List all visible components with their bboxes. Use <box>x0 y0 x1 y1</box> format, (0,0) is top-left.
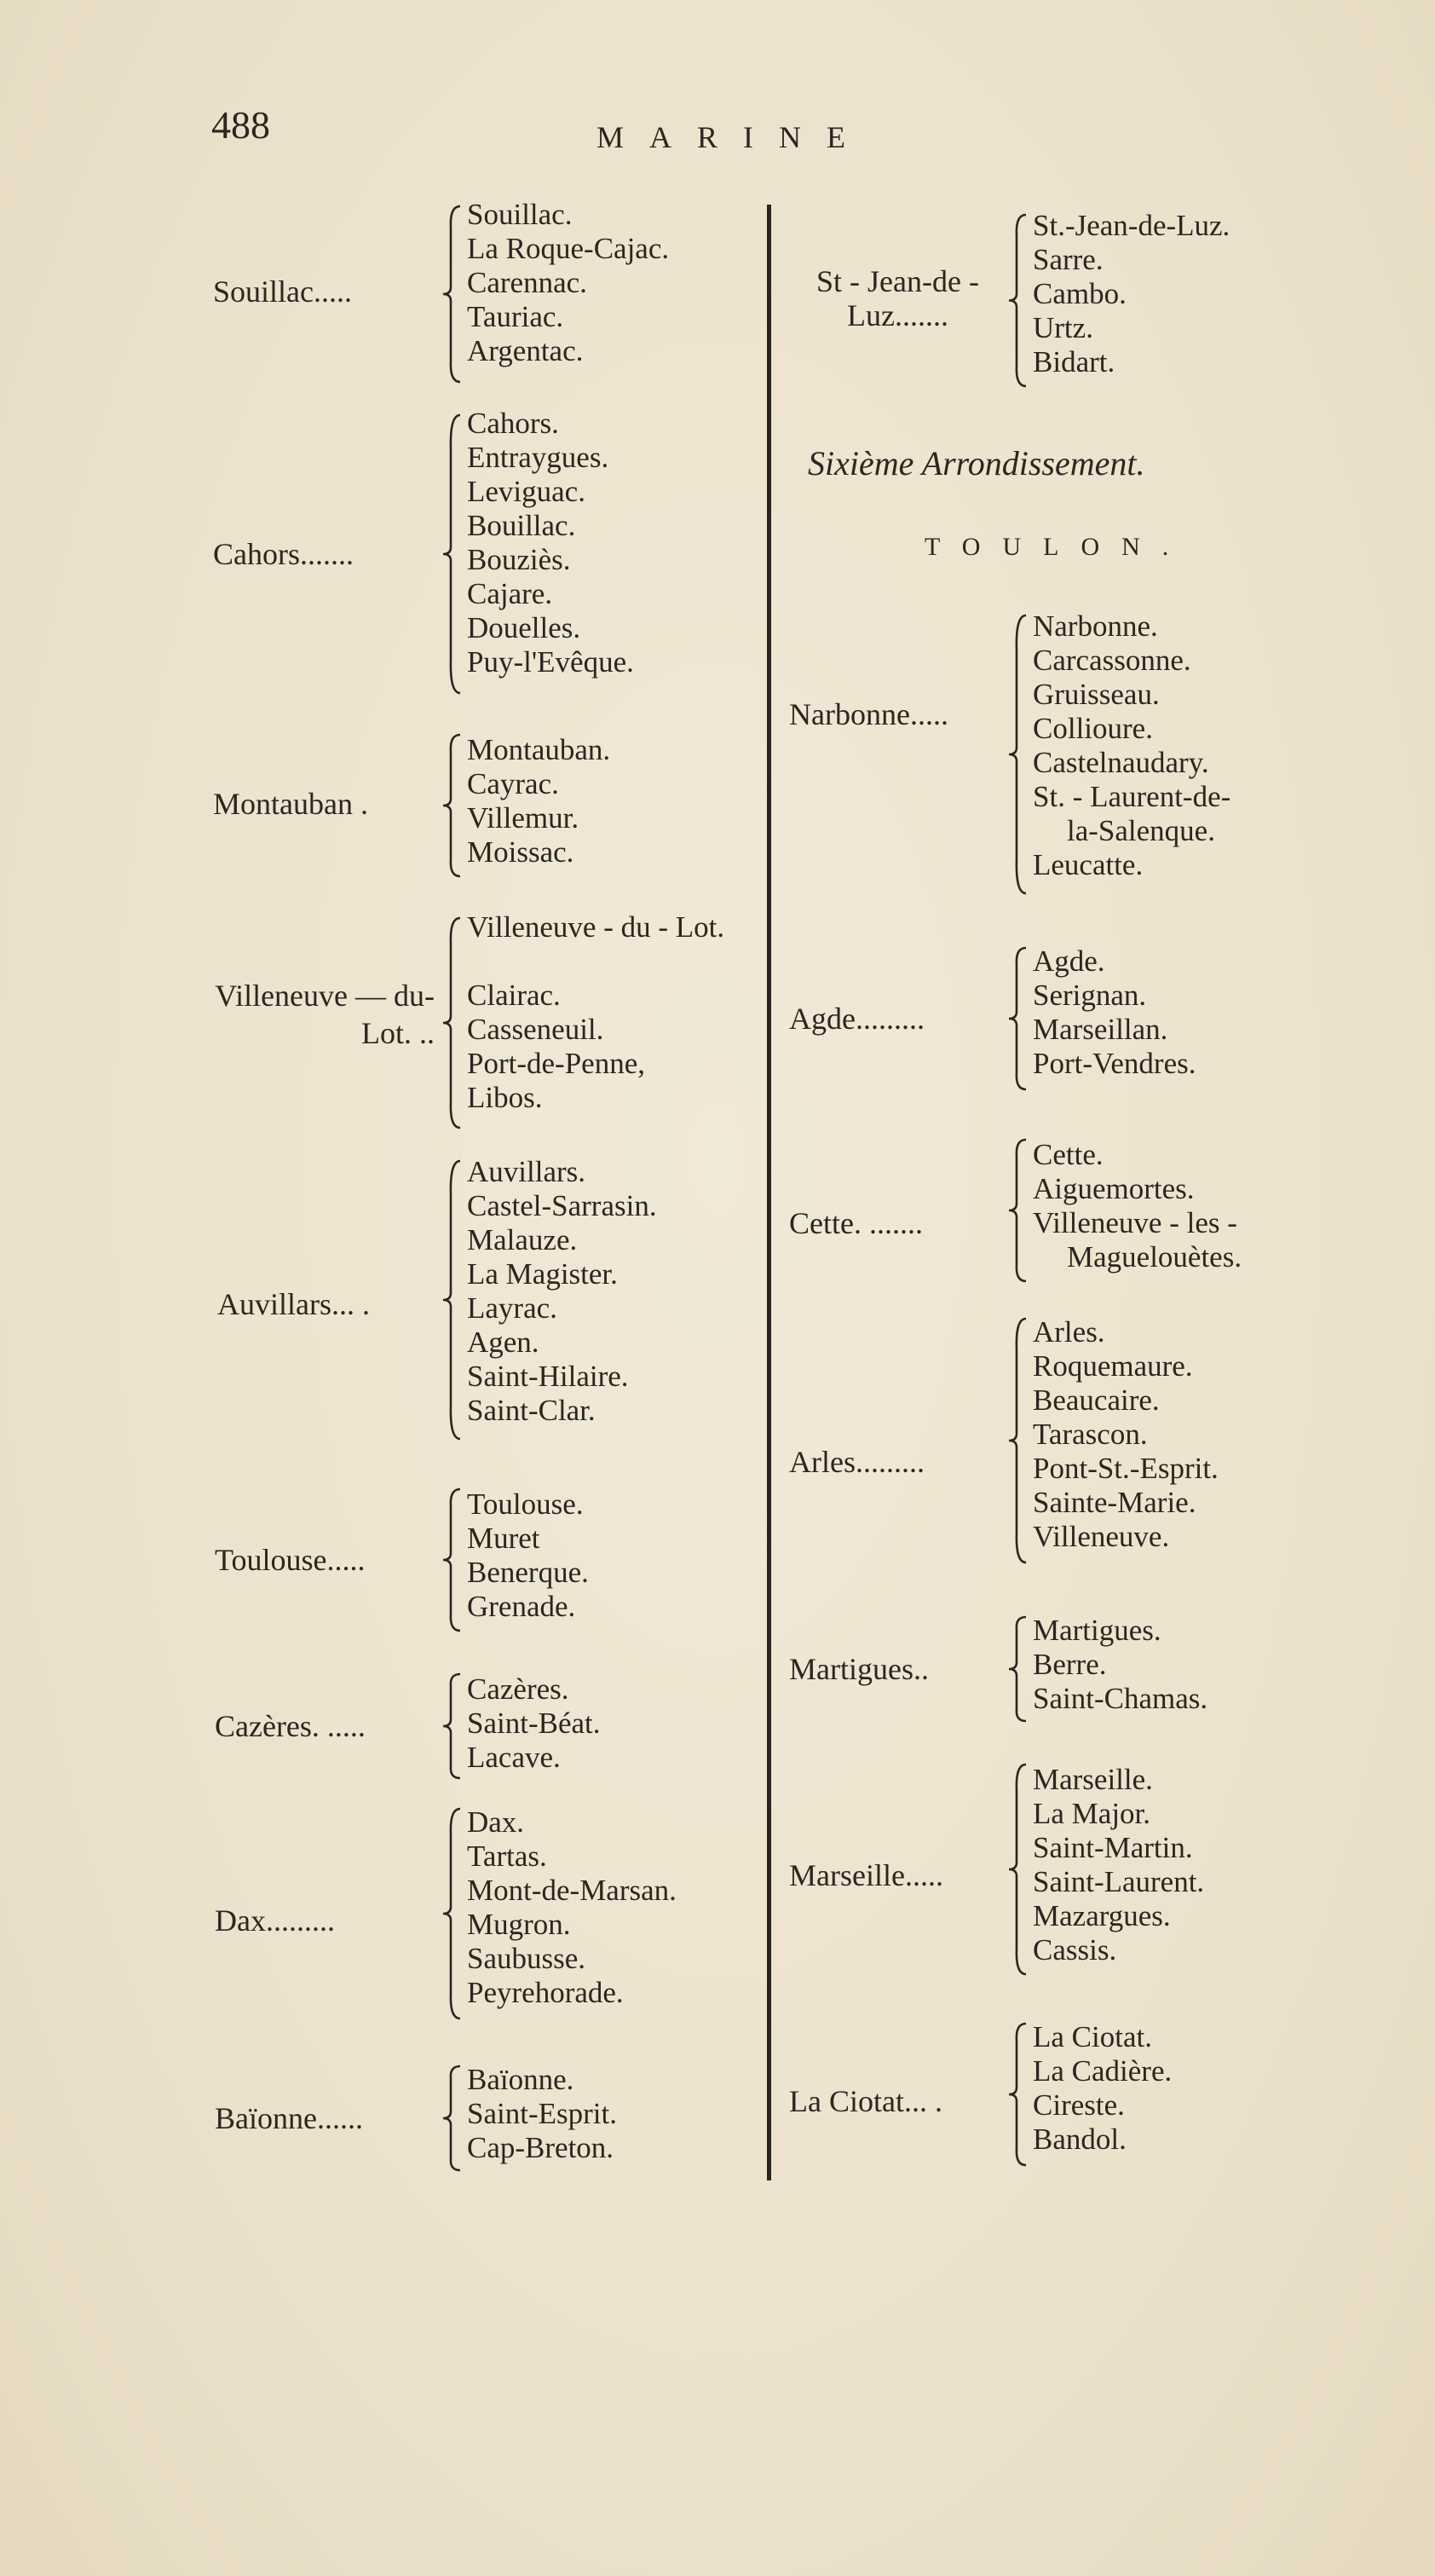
place-name: Castelnaudary. <box>1033 746 1209 779</box>
place-name: Malauze. <box>467 1223 578 1256</box>
place-name: la-Salenque. <box>1067 814 1215 847</box>
place-name: Bouillac. <box>467 509 576 542</box>
place-name: Peyrehorade. <box>467 1976 624 2009</box>
place-name: Sarre. <box>1033 243 1104 276</box>
place-name: Leucatte. <box>1033 848 1144 881</box>
place-name: La Magister. <box>467 1257 618 1291</box>
brace <box>1007 2022 1026 2167</box>
place-name: Bandol. <box>1033 2123 1127 2156</box>
brace <box>1007 1317 1026 1564</box>
place-name: Villeneuve - les - <box>1033 1206 1237 1239</box>
brace <box>441 413 460 695</box>
place-name: Souillac. <box>467 198 573 231</box>
place-name: Castel-Sarrasin. <box>467 1189 657 1222</box>
district-label: Arles......... <box>789 1445 925 1479</box>
district-items <box>467 407 634 679</box>
place-name: Moissac. <box>467 835 574 869</box>
place-name: Carcassonne. <box>1033 644 1191 677</box>
place-name: Villeneuve. <box>1033 1520 1170 1553</box>
place-name: Tarascon. <box>1033 1418 1148 1451</box>
place-name: Collioure. <box>1033 712 1153 745</box>
district-label: Baïonne...... <box>215 2101 363 2135</box>
place-name: Dax. <box>467 1805 525 1839</box>
brace <box>1007 614 1026 895</box>
district-items <box>1033 1315 1219 1554</box>
place-name: Port-de-Penne, <box>467 1047 645 1080</box>
place-name: Benerque. <box>467 1556 589 1589</box>
place-name: La Ciotat. <box>1033 2020 1152 2053</box>
brace <box>1007 946 1026 1091</box>
brace <box>441 1807 460 2020</box>
place-name: Cazères. <box>467 1672 569 1706</box>
place-name: Lacave. <box>467 1741 561 1774</box>
place-name: Muret <box>467 1522 540 1555</box>
place-name: Agen. <box>467 1326 539 1359</box>
district-items <box>1033 1138 1242 1274</box>
place-name: Villeneuve - du - Lot. <box>467 910 725 944</box>
place-name: Mugron. <box>467 1908 571 1941</box>
place-name: Saubusse. <box>467 1942 586 1975</box>
district-label: St - Jean-de - Luz....... <box>816 264 979 332</box>
place-name: Saint-Béat. <box>467 1707 601 1740</box>
district-items <box>467 1672 601 1775</box>
place-name: Saint-Clar. <box>467 1394 596 1427</box>
place-name: Douelles. <box>467 611 581 644</box>
place-name: Gruisseau. <box>1033 678 1160 711</box>
place-name: Entraygues. <box>467 441 609 474</box>
place-name: Mont-de-Marsan. <box>467 1874 677 1907</box>
place-name: Cambo. <box>1033 277 1127 310</box>
place-name: Montauban. <box>467 733 611 766</box>
place-name: Leviguac. <box>467 475 585 508</box>
place-name: Saint-Hilaire. <box>467 1360 629 1393</box>
brace <box>441 1672 460 1780</box>
place-name: Port-Vendres. <box>1033 1047 1196 1080</box>
district-items <box>1033 209 1230 379</box>
brace <box>1007 213 1026 388</box>
brace <box>441 1159 460 1441</box>
place-name: Libos. <box>467 1081 543 1114</box>
place-name: Toulouse. <box>467 1487 584 1521</box>
place-name: Cireste. <box>1033 2088 1125 2122</box>
running-title: MARINE <box>596 120 871 154</box>
district-items <box>1033 944 1196 1081</box>
place-name: Marseille. <box>1033 1763 1153 1796</box>
place-name: Serignan. <box>1033 979 1147 1012</box>
brace <box>441 916 460 1129</box>
district-label: Dax......... <box>215 1903 335 1938</box>
place-name: Tartas. <box>467 1840 547 1873</box>
district-items <box>467 733 610 869</box>
district-label: Toulouse..... <box>215 1543 366 1577</box>
place-name: Saint-Laurent. <box>1033 1865 1205 1898</box>
place-name: Saint-Esprit. <box>467 2097 617 2130</box>
brace <box>441 205 460 384</box>
district-label: Agde......... <box>789 1002 925 1036</box>
place-name: Berre. <box>1033 1648 1107 1681</box>
place-name: La Roque-Cajac. <box>467 232 670 265</box>
district-label: Marseille..... <box>789 1858 943 1892</box>
district-label: Martigues.. <box>789 1652 929 1686</box>
district-items <box>467 1487 589 1624</box>
brace <box>441 2065 460 2172</box>
place-name: Villemur. <box>467 801 579 835</box>
brace <box>441 1487 460 1632</box>
district-label: Auvillars... . <box>217 1287 370 1321</box>
place-name: Martigues. <box>1033 1614 1161 1647</box>
place-name: Cassis. <box>1033 1933 1117 1967</box>
district-items <box>467 1805 677 2010</box>
district-items <box>1033 1614 1207 1716</box>
district-items <box>1033 609 1230 882</box>
place-name: St.-Jean-de-Luz. <box>1033 209 1230 242</box>
district-label: Narbonne..... <box>789 697 948 731</box>
district-label: Montauban . <box>213 787 368 821</box>
page-number: 488 <box>211 103 270 147</box>
place-name: Cayrac. <box>467 767 559 800</box>
place-name: Saint-Martin. <box>1033 1831 1193 1864</box>
place-name: Cap-Breton. <box>467 2131 614 2164</box>
place-name: Bidart. <box>1033 345 1115 378</box>
district-label: Villeneuve — du-Lot. .. <box>215 979 435 1050</box>
district-label: Cazères. ..... <box>215 1709 366 1743</box>
place-name: Arles. <box>1033 1315 1105 1349</box>
place-name: Mazargues. <box>1033 1899 1171 1932</box>
brace <box>1007 1138 1026 1283</box>
district-items <box>467 2063 617 2165</box>
district-items <box>467 198 669 368</box>
place-name: Sainte-Marie. <box>1033 1486 1196 1519</box>
place-name: Roquemaure. <box>1033 1349 1193 1383</box>
place-name: Bouziès. <box>467 543 571 576</box>
place-name: Saint-Chamas. <box>1033 1682 1208 1715</box>
place-name: Baïonne. <box>467 2063 574 2096</box>
place-name: Beaucaire. <box>1033 1383 1160 1417</box>
brace <box>1007 1615 1026 1723</box>
place-name: St. - Laurent-de- <box>1033 780 1231 813</box>
district-items <box>467 1155 657 1428</box>
place-name: Puy-l'Evêque. <box>467 645 634 679</box>
district-label: Cahors....... <box>213 537 354 571</box>
brace <box>441 733 460 878</box>
district-label: La Ciotat... . <box>789 2084 942 2118</box>
place-name: La Cadière. <box>1033 2054 1173 2088</box>
district-items <box>1033 2020 1172 2157</box>
section-subheading: TOULON. <box>925 533 1191 561</box>
place-name: Narbonne. <box>1033 609 1158 643</box>
place-name: Layrac. <box>467 1291 557 1325</box>
place-name: Cahors. <box>467 407 559 440</box>
place-name: Marseillan. <box>1033 1013 1168 1046</box>
place-name: Clairac. <box>467 979 561 1012</box>
section-heading: Sixième Arrondissement. <box>808 444 1145 482</box>
column-divider <box>767 205 771 2180</box>
place-name: La Major. <box>1033 1797 1151 1830</box>
place-name: Casseneuil. <box>467 1013 604 1046</box>
place-name: Agde. <box>1033 944 1105 978</box>
district-items <box>1033 1763 1204 1967</box>
place-name: Maguelouètes. <box>1067 1240 1242 1274</box>
place-name: Carennac. <box>467 266 587 299</box>
district-items <box>467 910 757 1115</box>
district-label: Souillac..... <box>213 274 352 309</box>
place-name: Pont-St.-Esprit. <box>1033 1452 1219 1485</box>
place-name: Cette. <box>1033 1138 1104 1171</box>
place-name: Grenade. <box>467 1590 576 1623</box>
place-name: Auvillars. <box>467 1155 586 1188</box>
place-name: Tauriac. <box>467 300 564 333</box>
place-name: Argentac. <box>467 334 584 367</box>
district-label: Cette. ....... <box>789 1206 923 1240</box>
place-name: Cajare. <box>467 577 553 610</box>
place-name: Aiguemortes. <box>1033 1172 1195 1205</box>
brace <box>1007 1763 1026 1976</box>
place-name: Urtz. <box>1033 311 1093 344</box>
